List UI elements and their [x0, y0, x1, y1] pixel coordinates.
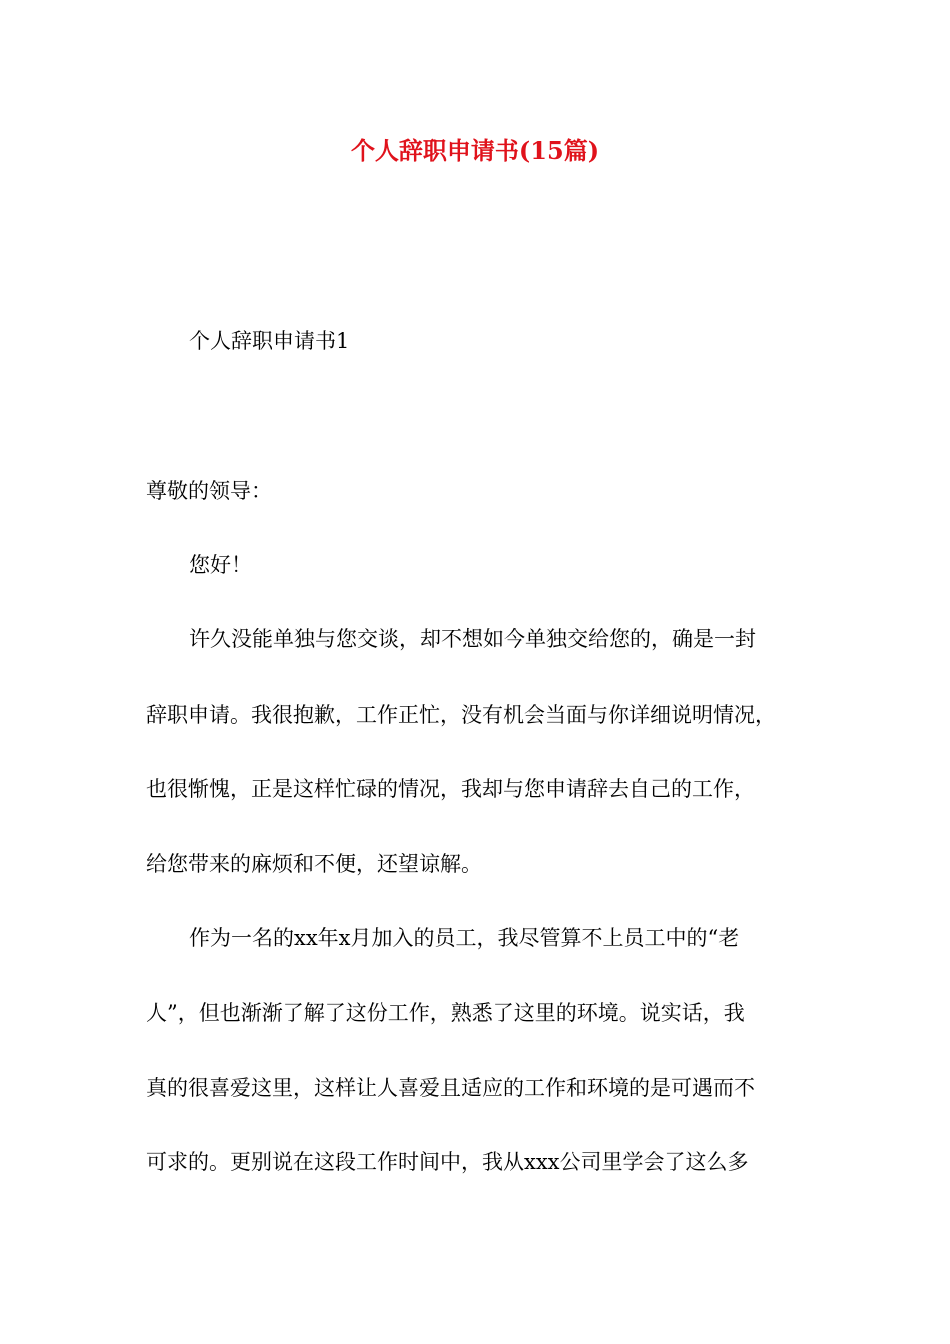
paragraph-line: 给您带来的麻烦和不便，还望谅解。: [146, 852, 482, 876]
paragraph-line: 人”，但也渐渐了解了这份工作，熟悉了这里的环境。说实话，我: [146, 1001, 745, 1025]
paragraph-line: 许久没能单独与您交谈，却不想如今单独交给您的，确是一封: [189, 627, 756, 651]
document-title: 个人辞职申请书(15篇): [350, 136, 600, 165]
paragraph-line: 作为一名的xx年x月加入的员工，我尽管算不上员工中的“老: [189, 926, 740, 950]
greeting: 您好！: [189, 553, 252, 577]
paragraph-line: 可求的。更别说在这段工作时间中，我从xxx公司里学会了这么多: [146, 1150, 749, 1174]
paragraph-line: 也很惭愧，正是这样忙碌的情况，我却与您申请辞去自己的工作，: [146, 777, 755, 801]
paragraph-line: 辞职申请。我很抱歉，工作正忙，没有机会当面与你详细说明情况，: [146, 703, 776, 727]
paragraph-line: 真的很喜爱这里，这样让人喜爱且适应的工作和环境的是可遇而不: [146, 1076, 755, 1100]
salutation: 尊敬的领导：: [146, 479, 272, 503]
section-heading: 个人辞职申请书1: [189, 329, 350, 353]
